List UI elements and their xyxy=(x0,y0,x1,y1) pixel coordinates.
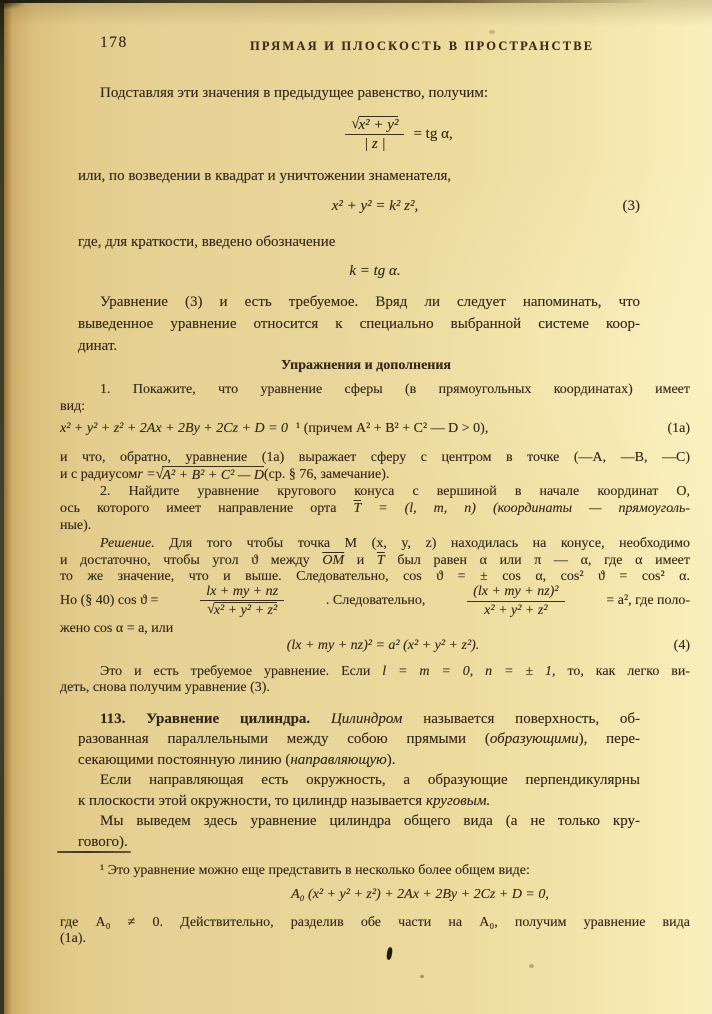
text-run: (ср. § 76, замечание). xyxy=(263,467,390,482)
numerator: (lx + my + nz)² xyxy=(467,584,564,601)
math-run: l = m = 0, n = ± 1 xyxy=(382,664,553,679)
text-run: был равен α или π — α, где α имеет xyxy=(384,553,690,568)
footnote-line: (1а). xyxy=(60,931,87,946)
text-run: Но (§ 40) cos ϑ = xyxy=(60,593,159,609)
term-cylinder: Цилиндром xyxy=(310,711,403,727)
display-formula-k: k = tg α. xyxy=(349,263,401,279)
paragraph-line: динат. xyxy=(78,338,118,354)
solution-fraction-line xyxy=(60,584,690,618)
text-run: , то, как легко ви- xyxy=(552,664,690,679)
display-formula-1a xyxy=(60,420,690,438)
formula-note: ¹ (причем A² + B² + C² — D > 0), xyxy=(296,421,489,436)
radicand: A² + B² + C² — D xyxy=(162,468,264,483)
numerator: lx + my + nz xyxy=(200,584,284,601)
formula-rhs: = tg α, xyxy=(413,125,453,142)
text-run: разованная параллельными между собою прямыми ( xyxy=(78,731,490,747)
text-run: и достаточно, чтобы угол ϑ между xyxy=(60,553,323,568)
solution-line: то же значение, что и выше. Следовательно, cos ϑ = ± cos α, cos² ϑ = cos² α. xyxy=(60,569,690,584)
text-run: Для того чтобы точка M (x, y, z) находилась на конусе, необходимо xyxy=(154,536,690,551)
vector-T: $\overline{T}$ xyxy=(353,501,362,516)
radicand: x² + y² + z² xyxy=(213,603,278,618)
solution-line xyxy=(60,552,690,570)
running-title: ПРЯМАЯ И ПЛОСКОСТЬ В ПРОСТРАНСТВЕ xyxy=(250,39,595,53)
italic-run: круговым. xyxy=(425,793,491,809)
text-run: . Следовательно, xyxy=(325,593,426,609)
solution-label: Решение. xyxy=(100,536,155,551)
paragraph: или, по возведении в квадрат и уничтожении знаменателя, xyxy=(78,168,452,184)
exercises-heading: Упражнения и дополнения xyxy=(281,358,451,373)
exercise-1-line: вид: xyxy=(60,399,86,414)
exercise-2-line: ные). xyxy=(60,518,92,533)
section-113-line: Если направляющая есть окружность, а образующие перпендикулярны xyxy=(100,772,640,788)
formula-body: x² + y² = k² z², xyxy=(331,198,419,214)
exercise-1-line-radius xyxy=(60,466,690,485)
text-run: называется поверхность, об- xyxy=(402,711,640,727)
radical-sign: √ xyxy=(351,115,360,132)
formula-label: (4) xyxy=(673,638,690,653)
page-number: 178 xyxy=(100,34,128,51)
page-corner-shadow xyxy=(0,0,26,10)
text-run: ). xyxy=(386,752,396,768)
footnote-line: где A₀ ≠ 0. Действительно, разделив обе части на A₀, получим уравнение вида xyxy=(60,915,690,930)
vector-T: $\overline{T}$ xyxy=(376,553,385,568)
text-run: = a², где поло- xyxy=(606,593,690,609)
exercise-1-line: 1. Покажите, что уравнение сферы (в прямоугольных координатах) имеет xyxy=(100,382,690,397)
paper-speck xyxy=(420,975,424,978)
text-run: и xyxy=(344,553,377,568)
display-formula-4 xyxy=(60,637,690,655)
footnote-rule xyxy=(57,851,131,853)
paper-speck xyxy=(489,30,495,34)
petit-text-column xyxy=(60,0,690,1014)
solution-line xyxy=(60,535,690,553)
denominator: x² + y² + z² xyxy=(484,602,548,618)
formula-label: (3) xyxy=(622,198,640,214)
paragraph-line: Уравнение (3) и есть требуемое. Вряд ли следует напоминать, что xyxy=(100,294,640,310)
paragraph: где, для краткости, введено обозначение xyxy=(78,234,336,250)
solution-line: деть, снова получим уравнение (3). xyxy=(60,680,270,695)
text-run: к плоскости этой окружности, то цилиндр называется xyxy=(78,793,426,809)
formula-body: x² + y² + z² + 2Ax + 2By + 2Cz + D = 0 xyxy=(60,421,289,436)
solution-line: жено cos α = a, или xyxy=(60,621,174,636)
section-number-title: 113. Уравнение цилиндра. xyxy=(100,711,311,727)
text-run: ), пере- xyxy=(578,731,640,747)
fraction-cos-theta xyxy=(200,584,284,619)
text-run: Это и есть требуемое уравнение. Если xyxy=(100,664,383,679)
paragraph: Подставляя эти значения в предыдущее равенство, получим: xyxy=(100,85,489,101)
exercise-2-line xyxy=(60,500,690,518)
radicand: x² + y² xyxy=(358,116,399,133)
vector-OM: $\overline{OM}$ xyxy=(322,553,345,568)
sqrt-radical xyxy=(207,601,277,618)
math-run: r = xyxy=(137,467,156,482)
text-run: секающими постоянную линию ( xyxy=(78,752,291,768)
radical-sign: √ xyxy=(207,602,215,617)
sqrt-radical xyxy=(156,466,264,485)
solution-line xyxy=(60,663,690,681)
exercise-2-line: 2. Найдите уравнение кругового конуса с вершиной в начале координат O, xyxy=(100,484,690,499)
section-113-line: Мы выведем здесь уравнение цилиндра общего вида (а не только кру- xyxy=(100,813,640,829)
italic-run: образующими xyxy=(489,731,579,747)
denominator: | z | xyxy=(364,136,386,152)
section-113-line: гового). xyxy=(78,834,128,850)
fraction-squared xyxy=(467,584,564,618)
footnote-line: ¹ Это уравнение можно еще представить в несколько более общем виде: xyxy=(100,863,530,878)
text-run: ось которого имеет направление орта xyxy=(60,501,354,516)
formula-label: (1а) xyxy=(667,421,690,436)
paper-speck xyxy=(529,964,534,968)
formula-body: (lx + my + nz)² = a² (x² + y² + z²). xyxy=(286,638,480,653)
exercise-1-line: и что, обратно, уравнение (1а) выражает сферу с центром в точке (—A, —B, —C) xyxy=(60,450,690,465)
text-run: и с радиусом xyxy=(60,467,138,482)
italic-run: направляющую xyxy=(290,752,387,768)
paragraph-line: выведенное уравнение относится к специально выбранной системе коор- xyxy=(78,316,640,332)
radical-sign: √ xyxy=(155,467,164,482)
footnote-formula: A₀ (x² + y² + z²) + 2Ax + 2By + 2Cz + D = 0, xyxy=(291,887,549,902)
math-run: = (l, m, n) (координаты — прямоуголь- xyxy=(361,501,690,516)
gutter-shadow xyxy=(4,0,12,1014)
